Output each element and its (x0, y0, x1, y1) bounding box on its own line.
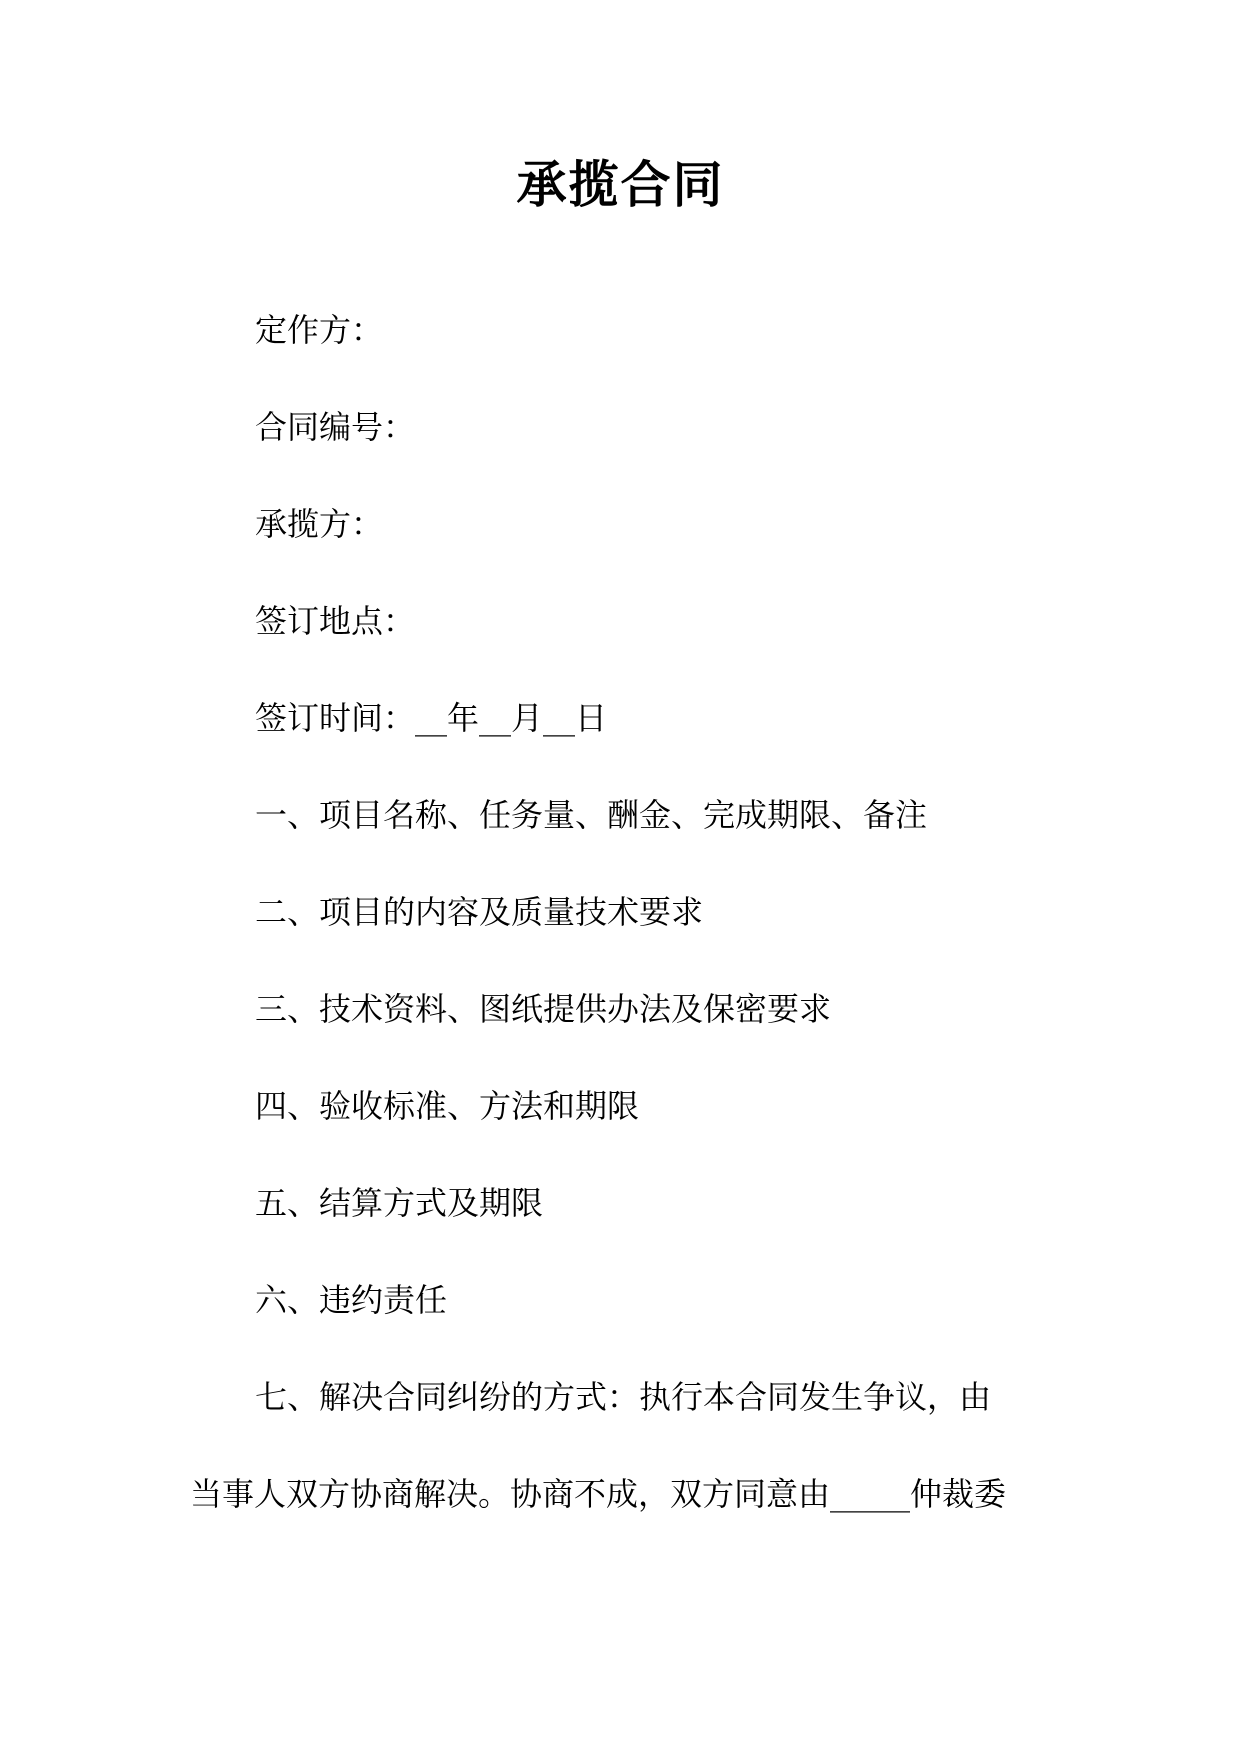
section-6-heading: 六、违约责任 (255, 1281, 448, 1319)
signing-time-label: 签订时间：__年__月__日 (255, 699, 608, 737)
section-2-heading: 二、项目的内容及质量技术要求 (255, 893, 704, 931)
document-title: 承揽合同 (516, 156, 725, 214)
section-1-heading: 一、项目名称、任务量、酬金、完成期限、备注 (255, 796, 928, 834)
contract-number-label: 合同编号： (255, 408, 416, 446)
section-7-heading: 七、解决合同纠纷的方式：执行本合同发生争议，由 (255, 1378, 992, 1416)
section-7-continuation: 当事人双方协商解决。协商不成，双方同意由_____仲裁委 (190, 1475, 1007, 1513)
section-3-heading: 三、技术资料、图纸提供办法及保密要求 (255, 990, 832, 1028)
signing-place-label: 签订地点： (255, 602, 416, 640)
section-4-heading: 四、验收标准、方法和期限 (255, 1087, 640, 1125)
section-5-heading: 五、结算方式及期限 (255, 1184, 544, 1222)
contractor-label: 承揽方： (255, 505, 384, 543)
ordering-party-label: 定作方： (255, 311, 384, 349)
